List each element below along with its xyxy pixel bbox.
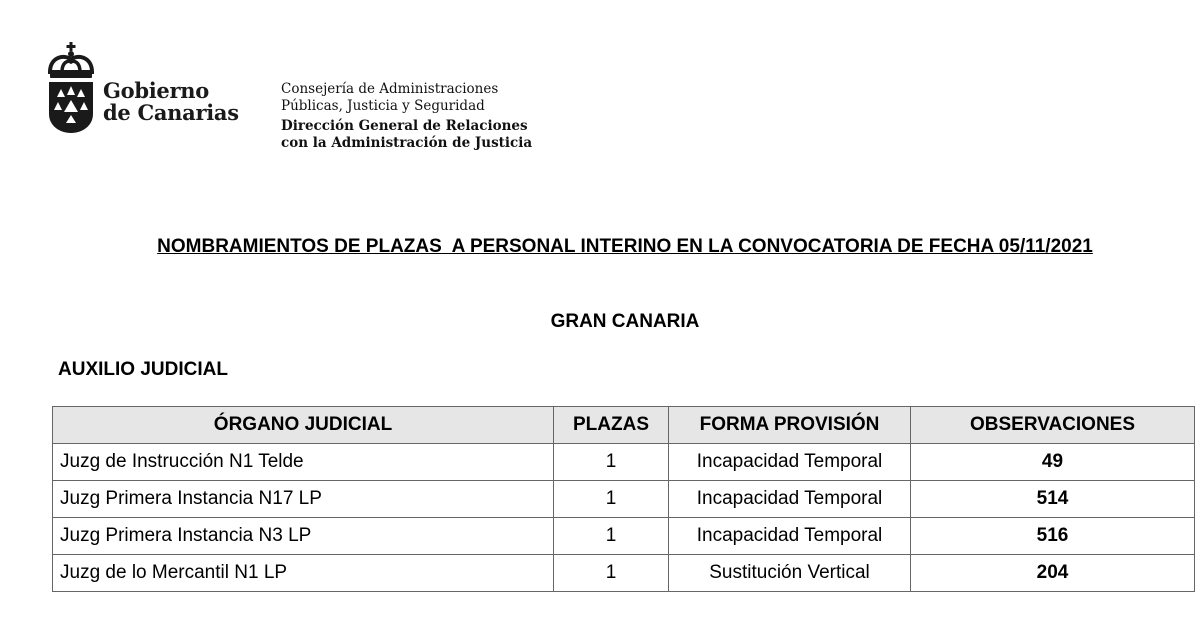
- government-name-line2: de Canarias: [103, 100, 239, 125]
- cell-plazas: 1: [554, 555, 669, 592]
- column-header-organo: ÓRGANO JUDICIAL: [53, 407, 554, 444]
- cell-observaciones: 204: [911, 555, 1195, 592]
- region-heading: GRAN CANARIA: [550, 311, 700, 332]
- table-row: [53, 518, 1195, 555]
- government-name: [103, 80, 239, 124]
- column-header-forma: FORMA PROVISIÓN: [669, 407, 911, 444]
- cell-observaciones: 516: [911, 518, 1195, 555]
- cell-organo: Juzg Primera Instancia N3 LP: [53, 518, 554, 555]
- department-block: [281, 81, 532, 151]
- government-name-line1: Gobierno: [103, 78, 209, 103]
- cell-forma: Incapacidad Temporal: [669, 444, 911, 481]
- appointments-table: [52, 406, 1195, 592]
- column-header-plazas: PLAZAS: [554, 407, 669, 444]
- cell-forma: Incapacidad Temporal: [669, 518, 911, 555]
- section-heading: AUXILIO JUDICIAL: [58, 359, 228, 380]
- direction-line1: Dirección General de Relaciones: [281, 118, 528, 134]
- cell-plazas: 1: [554, 444, 669, 481]
- cell-forma: Sustitución Vertical: [669, 555, 911, 592]
- gobierno-canarias-crest-icon: [46, 42, 96, 134]
- table-row: [53, 444, 1195, 481]
- table-row: [53, 481, 1195, 518]
- table-header-row: [53, 407, 1195, 444]
- table-row: [53, 555, 1195, 592]
- cell-plazas: 1: [554, 481, 669, 518]
- cell-organo: Juzg de Instrucción N1 Telde: [53, 444, 554, 481]
- cell-plazas: 1: [554, 518, 669, 555]
- department-line2: Públicas, Justicia y Seguridad: [281, 97, 485, 114]
- document-title: NOMBRAMIENTOS DE PLAZAS A PERSONAL INTERINO EN LA CONVOCATORIA DE FECHA 05/11/2021: [157, 236, 1093, 257]
- cell-observaciones: 514: [911, 481, 1195, 518]
- cell-forma: Incapacidad Temporal: [669, 481, 911, 518]
- cell-observaciones: 49: [911, 444, 1195, 481]
- direction-line2: con la Administración de Justicia: [281, 134, 533, 151]
- column-header-observaciones: OBSERVACIONES: [911, 407, 1195, 444]
- cell-organo: Juzg Primera Instancia N17 LP: [53, 481, 554, 518]
- cell-organo: Juzg de lo Mercantil N1 LP: [53, 555, 554, 592]
- department-line1: Consejería de Administraciones: [281, 81, 499, 97]
